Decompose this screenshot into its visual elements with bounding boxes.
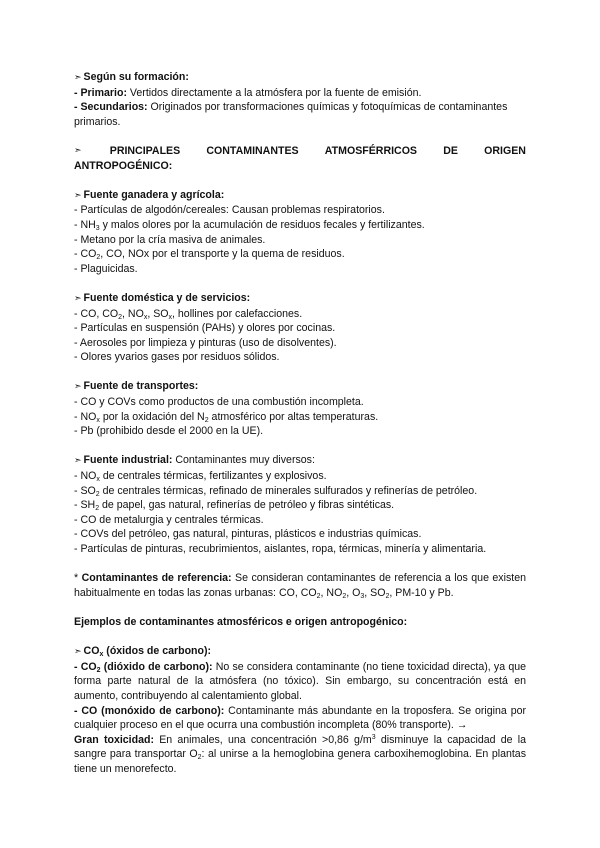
transport-heading: ➣ Fuente de transportes: xyxy=(74,380,199,393)
list-item: - Aerosoles por limpieza y pinturas (uso de disolventes). xyxy=(74,336,337,349)
bullet-icon: ➣ xyxy=(74,647,82,658)
list-item: - Partículas de pinturas, recubrimientos, aislantes, ropa, térmicas, minería y alimentaria. xyxy=(74,543,487,555)
examples-heading: Ejemplos de contaminantes atmosféricos e origen antropogénico: xyxy=(74,615,408,628)
list-item: - $CO_2$, CO, NOx por el transporte y la quema de residuos. xyxy=(74,248,345,262)
formation-heading: ➣ Según su formación: xyxy=(74,71,189,83)
industrial-heading: ➣ Fuente industrial: Contaminantes muy diversos: xyxy=(74,454,315,467)
formation-secondary: - Secundarios: Originados por transformaciones químicas y fotoquímicas de contaminantes primarios. xyxy=(74,101,508,128)
list-item: - Olores yvarios gases por residuos sólidos. xyxy=(74,351,280,364)
co-paragraph: - CO (monóxido de carbono): Contaminante más abundante en la troposfera. Se origina por cualquier proceso en el que ocurra una combustión incompleta (80% transporte). → Gran toxicidad: En animales, una concentración >0,86 $g/m^3$ disminuye la capacidad de la sangre para transportar $O_2$: al unirse a la hemoglobina genera carboxihemoglobina. En plantas tiene un menorefecto. xyxy=(74,704,527,775)
main-heading-line2: ANTROPOGÉNICO: xyxy=(74,159,173,172)
list-item: - Metano por la cría masiva de animales. xyxy=(74,233,266,246)
reference-paragraph: * Contaminantes de referencia: Se consideran contaminantes de referencia a los que existen habitualmente en todas las zonas urbanas: CO, $CO_2$, $NO_2$, $O_3$, $SO_2$, PM-10 y Pb. xyxy=(74,572,526,600)
main-heading: ➣ PRINCIPALES CONTAMINANTES ATMOSFÉRRICOS DE ORIGEN xyxy=(74,144,526,157)
formation-primary: - Primario: Vertidos directamente a la atmósfera por la fuente de emisión. xyxy=(74,86,422,99)
bullet-icon: ➣ xyxy=(74,73,82,83)
list-item: - $NH_3$ y malos olores por la acumulación de residuos fecales y fertilizantes. xyxy=(74,218,425,232)
bullet-icon: ➣ xyxy=(74,145,82,156)
list-item: - $NO_x$ de centrales térmicas, fertilizantes y explosivos. xyxy=(74,470,327,484)
list-item: - Plaguicidas. xyxy=(74,262,138,275)
bullet-icon: ➣ xyxy=(74,190,82,201)
bullet-icon: ➣ xyxy=(74,456,82,467)
co2-paragraph: - $CO_2$ (dióxido de carbono): No se considera contaminante (no tiene toxicidad directa), ya que forma parte natural de la atmósfera (no tóxico). Sin embargo, su concentración está en aumento, contribuyendo al calentamiento global. xyxy=(74,660,526,702)
list-item: - Partículas en suspensión (PAHs) y olores por cocinas. xyxy=(74,322,336,335)
list-item: - $SH_2$ de papel, gas natural, refinerías de petróleo y fibras sintéticas. xyxy=(74,499,395,513)
bullet-icon: ➣ xyxy=(74,382,82,393)
bullet-icon: ➣ xyxy=(74,293,82,304)
cox-heading: ➣ $CO_x$ (óxidos de carbono): xyxy=(74,645,212,659)
list-item: - $NO_x$ por la oxidación del $N_2$ atmosférico por altas temperaturas. xyxy=(74,410,379,424)
list-item: - COVs del petróleo, gas natural, pinturas, plásticos e industrias químicas. xyxy=(74,528,422,541)
list-item: - Pb (prohibido desde el 2000 en la UE). xyxy=(74,425,264,438)
arrow-icon: → xyxy=(456,719,468,732)
list-item: - CO de metalurgia y centrales térmicas. xyxy=(74,513,264,526)
list-item: - Partículas de algodón/cereales: Causan problemas respiratorios. xyxy=(74,204,385,217)
list-item: - CO y COVs como productos de una combustión incompleta. xyxy=(74,396,364,409)
domestic-heading: ➣ Fuente doméstica y de servicios: xyxy=(74,291,251,304)
list-item: - $SO_2$ de centrales térmicas, refinado de minerales sulfurados y refinerías de petróleo. xyxy=(74,484,478,498)
agri-heading: ➣ Fuente ganadera y agrícola: xyxy=(74,188,225,201)
list-item: - CO, $CO_2$, $NO_x$, $SO_x$, hollines por calefacciones. xyxy=(74,307,303,321)
